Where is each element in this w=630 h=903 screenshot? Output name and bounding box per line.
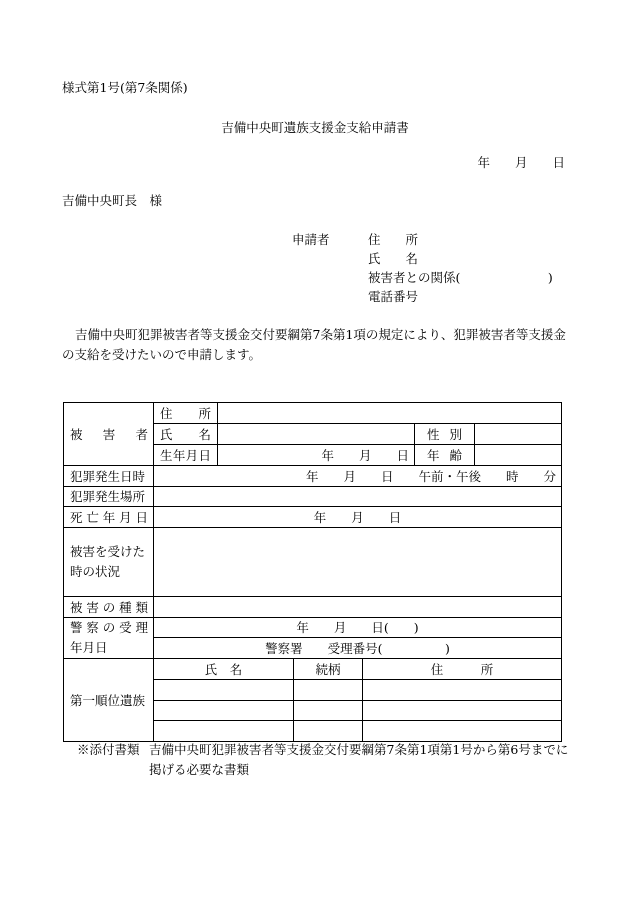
statement-line: の支給を受けたいので申請します。 [62, 347, 262, 362]
survivor-name-field [154, 701, 294, 721]
crime-place-label: 犯罪発生場所 [64, 487, 154, 507]
survivor-name-header: 氏 名 [154, 659, 294, 680]
police-receipt-label-cell [64, 618, 154, 659]
damage-type-label-cell [64, 597, 154, 618]
damage-situation-label-line: 被害を受けた [70, 544, 146, 559]
victim-birthdate-field: 年 月 日 [218, 445, 415, 466]
statement-line: 吉備中央町犯罪被害者等支援金交付要綱第7条第1項の規定により、犯罪被害者等支援金 [75, 327, 566, 342]
damage-type-field [154, 597, 562, 618]
survivor-address-field [363, 701, 562, 721]
damage-situation-label-cell [64, 528, 154, 597]
addressee: 吉備中央町長 様 [62, 193, 163, 208]
victim-gender-field [475, 424, 562, 445]
survivor-label: 第一順位遺族 [64, 659, 154, 742]
police-receipt-label-line: 年月日 [70, 640, 108, 655]
victim-age-label: 年齢 [427, 447, 462, 463]
applicant-fields [368, 230, 553, 306]
death-date-label: 死亡年月日 [70, 509, 148, 525]
survivor-address-header: 住 所 [363, 659, 562, 680]
applicant-address-label: 住 所 [368, 232, 419, 247]
survivor-name-field [154, 680, 294, 701]
police-receipt-label-line: 警察の受理 [70, 620, 148, 635]
attachment-line: 掲げる必要な書類 [149, 762, 250, 777]
applicant-name-label: 氏 名 [368, 251, 419, 266]
attachment-line: 吉備中央町犯罪被害者等支援金交付要綱第7条第1項第1号から第6号までに [149, 742, 569, 757]
victim-address-label: 住所 [160, 405, 211, 421]
death-date-field: 年 月 日 [154, 507, 562, 528]
damage-situation-field [154, 528, 562, 597]
document-title: 吉備中央町遺族支援金支給申請書 [221, 120, 409, 135]
victim-gender-label: 性別 [427, 426, 462, 442]
survivor-address-field [363, 680, 562, 701]
applicant-label: 申請者 [292, 232, 330, 247]
survivor-relation-field [294, 680, 363, 701]
victim-birthdate-label: 生年月日 [160, 447, 211, 463]
survivor-relation-field [294, 721, 363, 742]
death-date-label-cell [64, 507, 154, 528]
survivor-relation-field [294, 701, 363, 721]
victim-address-field [218, 403, 562, 424]
victim-age-field [475, 445, 562, 466]
victim-name-field [218, 424, 415, 445]
crime-place-field [154, 487, 562, 507]
crime-datetime-field: 年 月 日 午前・午後 時 分 [154, 466, 562, 487]
victim-address-label-cell [154, 403, 218, 424]
applicant-phone-label: 電話番号 [368, 289, 419, 304]
survivor-relation-header: 続柄 [294, 659, 363, 680]
survivor-address-field [363, 721, 562, 742]
attachment-description [149, 740, 568, 780]
application-statement [62, 325, 566, 365]
crime-datetime-label: 犯罪発生日時 [64, 466, 154, 487]
damage-type-label: 被害の種類 [70, 599, 148, 615]
damage-situation-label-line: 時の状況 [70, 564, 121, 579]
victim-name-label: 氏名 [160, 426, 211, 442]
victim-age-label-cell [415, 445, 475, 466]
police-receipt-number-field: 警察署 受理番号( ) [154, 638, 562, 659]
victim-label-cell [64, 403, 154, 466]
victim-gender-label-cell [415, 424, 475, 445]
applicant-relation-label: 被害者との関係( ) [368, 270, 553, 285]
attachment-label: ※添付書類 [77, 742, 140, 757]
police-receipt-date-field: 年 月 日( ) [154, 618, 562, 638]
victim-birthdate-label-cell [154, 445, 218, 466]
application-table [63, 402, 562, 742]
victim-label: 被害者 [70, 426, 148, 442]
application-date: 年 月 日 [477, 155, 565, 170]
victim-name-label-cell [154, 424, 218, 445]
form-number: 様式第1号(第7条関係) [62, 80, 188, 95]
survivor-name-field [154, 721, 294, 742]
